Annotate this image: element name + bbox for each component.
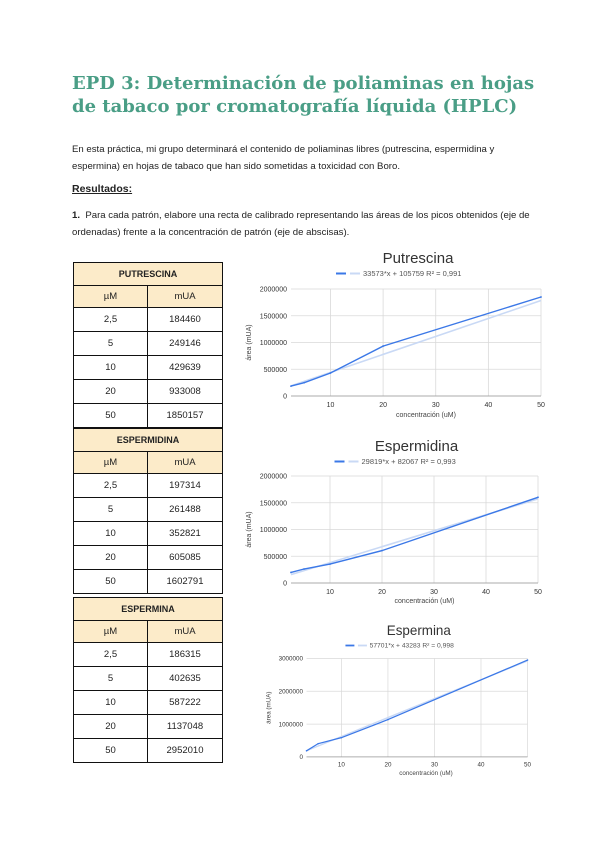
- espermidina-table: [73, 428, 223, 594]
- y-tick-label: 1500000: [259, 313, 287, 321]
- x-tick-label: 10: [326, 589, 334, 596]
- y-tick-label: 0: [283, 580, 287, 588]
- table-row: [74, 308, 223, 332]
- y-tick-label: 0: [283, 393, 287, 401]
- data-point: [303, 382, 305, 384]
- cell: 2952010: [148, 739, 223, 763]
- table-title: ESPERMINA: [74, 598, 223, 621]
- col-header-mua: mUA: [148, 286, 223, 308]
- cell: 186315: [148, 643, 223, 667]
- cell: 184460: [148, 308, 223, 332]
- page-title: EPD 3: Determinación de poliaminas en hojas de tabaco por cromatografía líquida (HPLC): [72, 73, 535, 117]
- cell: 1602791: [148, 570, 223, 594]
- x-tick-label: 20: [384, 761, 392, 769]
- cell: 1850157: [148, 404, 223, 428]
- x-tick-label: 40: [482, 589, 490, 596]
- y-axis-label: área (mUA): [265, 691, 273, 724]
- table-row: [74, 404, 223, 428]
- cell: 249146: [148, 332, 223, 356]
- espermina-chart: [236, 620, 556, 790]
- x-tick-label: 10: [337, 761, 345, 769]
- y-tick-label: 2000000: [259, 286, 287, 294]
- cell: 2,5: [74, 308, 148, 332]
- cell: 50: [74, 739, 148, 763]
- espermina-table: [73, 597, 223, 763]
- x-tick-label: 50: [537, 402, 545, 409]
- cell: 587222: [148, 691, 223, 715]
- y-axis-label: área (mUA): [246, 511, 253, 548]
- x-tick-label: 30: [431, 402, 440, 409]
- chart-title: Espermidina: [374, 438, 459, 455]
- table-row: [74, 643, 223, 667]
- table-row: [74, 522, 223, 546]
- x-axis-label: concentración (uM): [396, 412, 456, 419]
- chart-title: Putrescina: [382, 250, 454, 267]
- x-tick-label: 20: [379, 402, 388, 409]
- results-heading: Resultados:: [72, 183, 133, 195]
- cell: 20: [74, 380, 148, 404]
- x-tick-label: 10: [326, 402, 335, 409]
- table-row: [74, 498, 223, 522]
- data-point: [303, 568, 305, 570]
- putrescina-table: [73, 262, 223, 428]
- x-tick-label: 40: [477, 761, 485, 769]
- table-title: PUTRESCINA: [74, 263, 223, 286]
- question-text: Para cada patrón, elabore una recta de calibrado representando las áreas de los picos obtenidos (eje de ordenadas) frente a la concentración de patrón (eje de abscisas).: [72, 210, 530, 238]
- intro-paragraph: En esta práctica, mi grupo determinará el contenido de poliaminas libres (putrescina, espermidina y espermina) en hojas de tabaco que han sido sometidas a toxicidad con Boro.: [72, 144, 495, 172]
- putrescina-chart: [236, 243, 556, 419]
- cell: 20: [74, 715, 148, 739]
- cell: 933008: [148, 380, 223, 404]
- cell: 352821: [148, 522, 223, 546]
- y-tick-label: 1000000: [278, 721, 303, 729]
- data-point: [540, 296, 542, 298]
- cell: 402635: [148, 667, 223, 691]
- table-row: [74, 546, 223, 570]
- y-tick-label: 500000: [263, 553, 287, 561]
- y-tick-label: 2000000: [259, 473, 287, 481]
- y-tick-label: 0: [299, 754, 303, 762]
- x-tick-label: 40: [484, 402, 493, 409]
- cell: 50: [74, 404, 148, 428]
- col-header-um: µM: [74, 286, 148, 308]
- col-header-um: µM: [74, 452, 148, 474]
- y-tick-label: 1000000: [259, 527, 287, 534]
- data-point: [290, 572, 292, 574]
- data-series-line: [291, 497, 538, 572]
- col-header-mua: mUA: [148, 452, 223, 474]
- cell: 261488: [148, 498, 223, 522]
- cell: 5: [74, 667, 148, 691]
- data-point: [341, 737, 343, 739]
- legend-label: 33573*x + 105759 R² = 0,991: [363, 269, 462, 278]
- data-point: [527, 659, 529, 661]
- data-point: [330, 372, 332, 374]
- data-point: [537, 496, 539, 498]
- y-axis-label: área (mUA): [246, 324, 253, 361]
- y-tick-label: 2000000: [278, 688, 303, 696]
- cell: 5: [74, 332, 148, 356]
- x-tick-label: 50: [534, 589, 542, 596]
- cell: 197314: [148, 474, 223, 498]
- cell: 2,5: [74, 474, 148, 498]
- data-point: [317, 743, 319, 745]
- table-row: [74, 715, 223, 739]
- data-point: [329, 563, 331, 565]
- x-tick-label: 50: [524, 761, 532, 769]
- table-row: [74, 380, 223, 404]
- table-row: [74, 356, 223, 380]
- data-point: [381, 550, 383, 552]
- x-tick-label: 30: [430, 589, 438, 596]
- x-tick-label: 30: [430, 761, 438, 769]
- cell: 10: [74, 356, 148, 380]
- espermidina-chart: [236, 431, 556, 605]
- table-row: [74, 570, 223, 594]
- data-point: [382, 345, 384, 347]
- col-header-um: µM: [74, 621, 148, 643]
- table-title: ESPERMIDINA: [74, 429, 223, 452]
- table-row: [74, 667, 223, 691]
- cell: 429639: [148, 356, 223, 380]
- cell: 10: [74, 691, 148, 715]
- table-row: [74, 739, 223, 763]
- x-tick-label: 20: [378, 589, 386, 596]
- chart-title: Espermina: [386, 623, 451, 639]
- data-point: [387, 719, 389, 721]
- legend-label: 29819*x + 82067 R² = 0,993: [361, 457, 456, 466]
- question-number: 1.: [72, 210, 81, 221]
- question-1: [72, 207, 534, 241]
- cell: 1137048: [148, 715, 223, 739]
- y-tick-label: 3000000: [278, 655, 303, 663]
- cell: 10: [74, 522, 148, 546]
- data-point: [290, 385, 292, 387]
- x-axis-label: concentración (uM): [399, 769, 453, 777]
- x-axis-label: concentración (uM): [394, 598, 455, 605]
- table-row: [74, 474, 223, 498]
- cell: 5: [74, 498, 148, 522]
- table-row: [74, 332, 223, 356]
- col-header-mua: mUA: [148, 621, 223, 643]
- cell: 20: [74, 546, 148, 570]
- cell: 2,5: [74, 643, 148, 667]
- y-tick-label: 1000000: [259, 340, 287, 347]
- y-tick-label: 500000: [263, 366, 287, 374]
- table-row: [74, 691, 223, 715]
- legend-label: 57701*x + 43283 R² = 0,998: [369, 642, 454, 650]
- cell: 605085: [148, 546, 223, 570]
- y-tick-label: 1500000: [259, 500, 287, 508]
- cell: 50: [74, 570, 148, 594]
- data-point: [306, 750, 308, 752]
